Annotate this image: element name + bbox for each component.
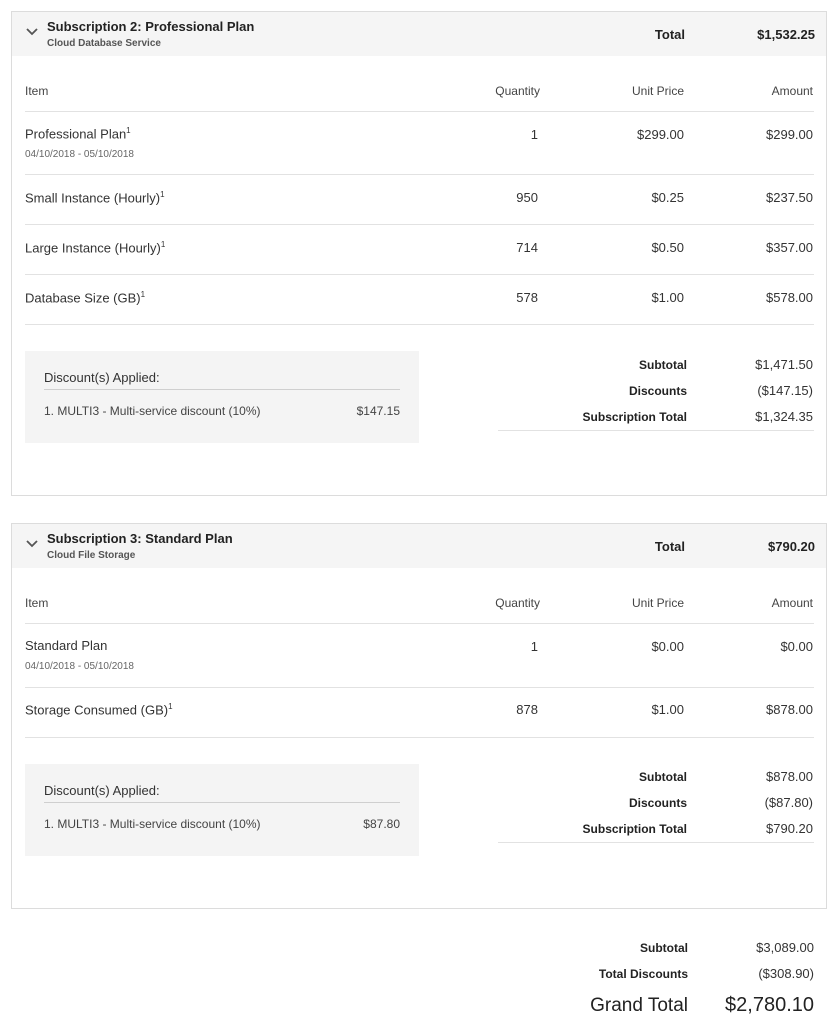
row-unit-price: $0.00 [651, 639, 684, 654]
footnote-marker: 1 [140, 290, 146, 299]
discounts-panel [25, 351, 419, 443]
row-unit-price: $1.00 [651, 290, 684, 305]
row-amount: $357.00 [766, 240, 813, 255]
row-amount: $237.50 [766, 190, 813, 205]
row-quantity: 1 [530, 127, 538, 142]
table-row-item [25, 638, 107, 653]
row-quantity: 1 [530, 639, 538, 654]
subscription-title: Subscription 3: Standard Plan [47, 531, 233, 546]
subscription-total-value: $790.20 [766, 821, 813, 836]
table-row-item [25, 126, 131, 141]
column-header-item: Item [25, 596, 49, 610]
discounts-label: Discounts [628, 384, 687, 398]
invoice-subtotal-label: Subtotal [640, 941, 688, 955]
header-total-label: Total [654, 539, 685, 554]
discounts-title: Discount(s) Applied: [44, 370, 160, 385]
column-header-quantity: Quantity [495, 596, 540, 610]
subtotal-label: Subtotal [639, 358, 687, 372]
footnote-marker: 1 [160, 190, 165, 199]
discount-item-label: 1. MULTI3 - Multi-service discount (10%) [44, 404, 261, 418]
row-unit-price: $0.50 [651, 240, 684, 255]
row-quantity: 578 [516, 290, 538, 305]
discounts-value: ($147.15) [757, 383, 813, 398]
divider [25, 324, 814, 325]
table-row-item [25, 190, 165, 205]
subscription-title: Subscription 2: Professional Plan [47, 19, 255, 34]
subscription-subtitle: Cloud File Storage [47, 550, 136, 561]
chevron-down-icon[interactable] [25, 539, 39, 549]
grand-total-label: Grand Total [590, 995, 688, 1016]
discounts-value: ($87.80) [764, 795, 813, 810]
item-name: Standard Plan [25, 638, 108, 653]
billing-period: 04/10/2018 - 05/10/2018 [25, 149, 134, 160]
item-name: Storage Consumed (GB) [25, 702, 169, 718]
row-unit-price: $1.00 [651, 702, 684, 717]
subtotal-value: $1,471.50 [755, 357, 813, 372]
subscription-total-value: $1,324.35 [755, 409, 813, 424]
header-total-label: Total [654, 27, 685, 42]
divider [25, 174, 814, 175]
footnote-marker: 1 [160, 240, 166, 249]
item-name: Small Instance (Hourly) [25, 190, 161, 206]
column-header-quantity: Quantity [495, 84, 540, 98]
row-quantity: 950 [516, 190, 538, 205]
subscription-header[interactable] [12, 12, 826, 56]
item-name: Large Instance (Hourly) [25, 240, 161, 256]
row-unit-price: $0.25 [651, 190, 684, 205]
column-header-unit-price: Unit Price [631, 84, 684, 98]
divider [25, 737, 814, 738]
billing-period: 04/10/2018 - 05/10/2018 [25, 661, 134, 672]
discount-item-amount: $87.80 [363, 817, 400, 831]
subscription-card [11, 11, 827, 496]
subscription-header[interactable] [12, 524, 826, 568]
footnote-marker: 1 [168, 702, 173, 711]
header-total-value: $1,532.25 [757, 27, 815, 42]
subtotal-label: Subtotal [639, 770, 687, 784]
divider [25, 623, 814, 624]
row-amount: $878.00 [766, 702, 813, 717]
row-amount: $299.00 [766, 127, 813, 142]
discount-item-label: 1. MULTI3 - Multi-service discount (10%) [44, 817, 261, 831]
row-amount: $0.00 [780, 639, 813, 654]
divider [498, 842, 814, 843]
divider [498, 430, 814, 431]
discounts-panel [25, 764, 419, 856]
row-quantity: 714 [516, 240, 538, 255]
discounts-title: Discount(s) Applied: [44, 783, 160, 798]
column-header-item: Item [25, 84, 49, 98]
column-header-unit-price: Unit Price [631, 596, 684, 610]
item-name: Professional Plan [25, 126, 127, 142]
divider [25, 274, 814, 275]
header-total-value: $790.20 [768, 539, 815, 554]
footnote-marker: 1 [126, 126, 131, 135]
subscription-subtitle: Cloud Database Service [47, 38, 161, 49]
discounts-label: Discounts [628, 796, 687, 810]
discount-item-amount: $147.15 [356, 404, 400, 418]
subtotal-value: $878.00 [766, 769, 813, 784]
total-discounts-label: Total Discounts [598, 967, 688, 981]
total-discounts-value: ($308.90) [758, 966, 814, 981]
column-header-amount: Amount [771, 84, 813, 98]
divider [25, 111, 814, 112]
table-row-item [25, 702, 173, 717]
grand-total-value: $2,780.10 [725, 994, 814, 1016]
item-name: Database Size (GB) [25, 290, 141, 306]
row-amount: $578.00 [766, 290, 813, 305]
column-header-amount: Amount [771, 596, 813, 610]
divider [44, 389, 400, 390]
divider [44, 802, 400, 803]
row-quantity: 878 [516, 702, 538, 717]
table-row-item [25, 240, 165, 255]
chevron-down-icon[interactable] [25, 27, 39, 37]
subscription-total-label: Subscription Total [582, 822, 687, 836]
subscription-card [11, 523, 827, 909]
invoice-subtotal-value: $3,089.00 [756, 940, 814, 955]
divider [25, 224, 814, 225]
divider [25, 687, 814, 688]
row-unit-price: $299.00 [637, 127, 684, 142]
table-row-item [25, 290, 145, 305]
subscription-total-label: Subscription Total [582, 410, 687, 424]
